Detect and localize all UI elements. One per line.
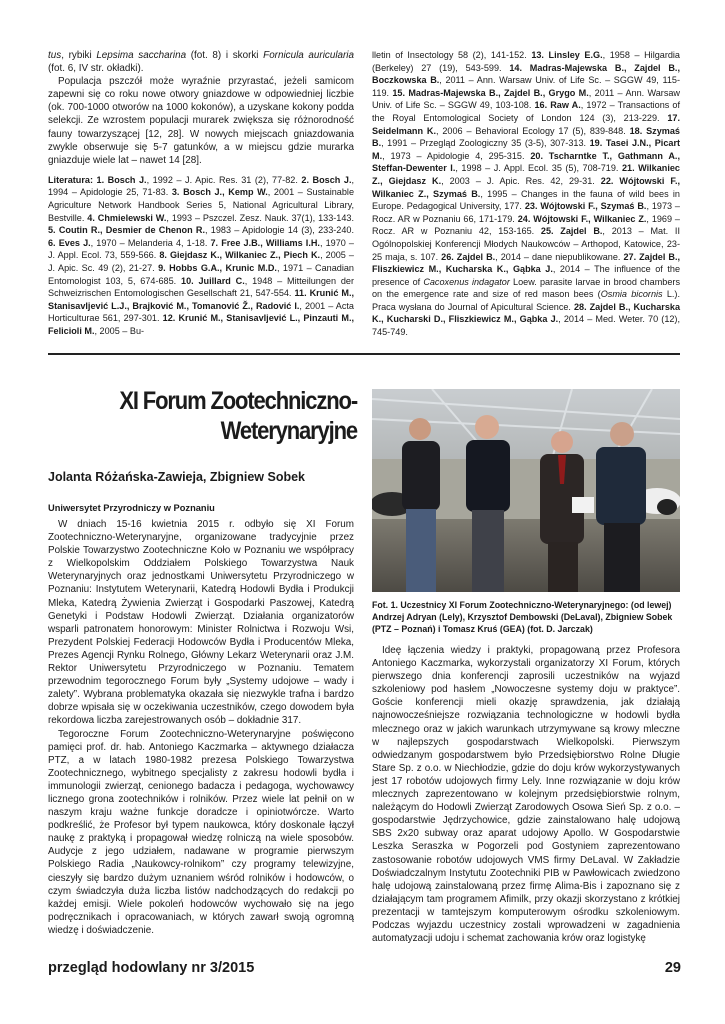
italic-term: Lepsima saccharina [96,50,187,61]
reference-text: , 1983 – Apidologie 14 (3), 233-240. [205,225,354,236]
reference-text: , 2011 – Ann. Warsaw Univ. of Life Sc. – SGGW 49, 103-108. [372,87,680,111]
reference-text: , 2001 – Sustainable Agriculture Network Handbook Series 5, National Agricultural Library, Bestville. [48,187,355,223]
reference-text: , 2011 – Ann. Warsaw Univ. of Life Sc. – SGGW 49, 115-119. [372,75,680,98]
reference-authors: 6. Eves J. [48,237,91,248]
reference-text: , 1995 – Changes in the fauna of wild bees in Europe. Pedagogical University, 177. [372,188,680,212]
italic-term: tus [48,50,62,61]
reference-text: L.). Praca wysłana do Journal of Apicultural Science. [372,289,680,312]
reference-text: , 2005 – Bu- [94,325,145,336]
reference-authors: 21. Wilkaniec Z., Giejdasz K. [372,163,680,186]
photo-illustration [372,389,680,592]
text-run: , rybiki [61,50,97,61]
reference-authors: 26. Zajdel B. [441,251,496,262]
reference-text: , 1994 – Apidologie 25, 71-83. [48,174,354,198]
reference-text: , 2014 – The influence of the presence of [372,264,680,287]
reference-text: , 2003 – J. Apic. Res. 42, 29-31. [441,175,601,186]
body-paragraph: Tegoroczne Forum Zootechniczno-Weterynaryjne poświęcono pamięci prof. dr. hab. Antoniego Kaczmarka – aktywnego działacza PTZ, a w latach 1980-1982 prezesa Polskiego Towarzystwa Zootechnicznego, wybitnego specjalisty z zakresu hodowli bydła i immunologii zwierząt, cenionego badacza i pedagoga, wychowawcy licznego grona zootechników i rolników. Przez wiele lat pełnił on w naszym kraju ważne funkcje doradcze i opiniotwórcze. Warto podkreślić, że Profesor był typem naukowca, który doskonale łączył naukę z praktyką i propagował wiedzę rolniczą na wiele sposobów. Audycje z jego udziałem, nadawane w programie pierwszym Polskiego Radia „Naukowcy-rolnikom” czy programy telewizyjne, cieszyły się bardzo dużym uznaniem wśród rolników i hodowców, o czym świadczyła duża liczba listów nadchodzących do redakcji po każdej emisji. Wiele pokoleń hodowców wychowało się na jego podręcznikach i opracowaniach, w których zawarł swoją ogromną wiedzę i doświadczenie. [48,728,354,936]
reference-authors: 24. Wójtowski F., Wilkaniec Z. [517,213,647,224]
reference-text: , 1973 – Rocz. AR w Poznaniu 66, 171-179. [372,201,680,224]
reference-authors: 15. Madras-Majewska B., Zajdel B., Grygo M. [392,87,589,98]
photo-caption: Fot. 1. Uczestnicy XI Forum Zootechniczno-Weterynaryjnego: (od lewej) Andrzej Adryan (Lely), Krzysztof Dembowski (DeLaval), Zbigniew Sobek (PTZ – Poznań) i Tomasz Kruś (GEA) (fot. D. Jarczak) [372,600,673,634]
top-left-column [48,49,354,338]
reference-text: , 1971 – Canadian Entomologist 103, 5, 674-685. [48,263,354,286]
body-paragraph: Populacja pszczół może wyraźnie przyrastać, jeżeli samicom zapewni się co roku nowe otwory gniazdowe w odpowiedniej liczbie (ok. 700-1000 otworów na 1000 kokonów), a uzyskane kokony podda selekcji. Ze wzrostem populacji murarek zwiększa się różnorodność fauny towarzyszącej [12, 28]. W nowych miejscach gniazdowania zwykle obserwuje się 5-7 gatunków, a w miejscu gdzie murarka gniazduje wiele lat – nawet 14 [28]. [48,76,354,166]
reference-authors: 18. Szymaś B. [372,125,680,149]
article-left-column [48,518,354,937]
participants-photo [372,389,680,592]
reference-text: lletin of Insectology 58 (2), 141-152. [372,50,532,60]
reference-authors: 19. Tasei J.N., Picart M. [372,138,681,161]
reference-text: , 1972 – Transactions of the Royal Entomological Society of London 124 (3), 213-229. [372,100,681,123]
reference-text: , 1948 – Mitteilungen der Schweizrischen Entomologischen Gesellschaft 21, 547-554. [48,275,354,299]
reference-authors: 5. Coutin R., Desmier de Chenon R. [48,225,205,236]
article-affiliation: Uniwersytet Przyrodniczy w Poznaniu [48,503,215,513]
reference-text: , 1998 – J. Appl. Ecol. 35 (5), 708-719. [455,163,622,174]
reference-authors: 25. Zajdel B. [540,226,603,237]
reference-text: , 1993 – Pszczel. Zesz. Nauk. 37(1), 133-143. [166,212,354,223]
reference-authors: 8. Giejdasz K., Wilkaniec Z., Piech K. [159,250,321,261]
reference-authors: 27. Zajdel B., Fliszkiewicz M., Kucharska K., Gąbka J. [372,251,680,275]
italic-term: Osmia bicornis [600,289,663,300]
reference-text: , 2006 – Behavioral Ecology 17 (5), 839-848. [436,125,630,136]
page-number: 29 [664,960,681,976]
article-title [97,386,357,446]
section-divider [48,353,680,355]
body-paragraph: W dniach 15-16 kwietnia 2015 r. odbyło się XI Forum Zootechniczno-Weterynaryjne, organizowane tradycyjnie przez Polskie Towarzystwo Zootechniczne Koło w Poznaniu we współpracy z Wielkopolskim Oddziałem Polskiego Towarzystwa Nauk Weterynaryjnych oraz jednostkami Uniwersytetu Przyrodniczego w Poznaniu: Instytutem Weterynarii, Katedrą Hodowli Bydła i Produkcji Mleka, Katedrą Żywienia Zwierząt i Gospodarki Paszowej, Katedrą Genetyki i Podstaw Hodowli Zwierząt. Działania organizatorów wsparli patronatem honorowym: Minister Rolnictwa i Rozwoju Wsi, Prezydent Polskiej Federacji Hodowców Bydła i Producentów Mleka, Prezes Agencji Rynku Rolnego, Główny Lekarz Weterynarii oraz J.M. Rektor Uniwersytetu Przyrodniczego w Poznaniu. Tematem przewodnim tegorocznego Forum były „Systemy udojowe – wady i zalety”. Wybrana problematyka okazała się niezwykle trafna i bardzo dobrze wpisała się w oczekiwania uczestników, czego dowodem była rekordowa liczba zarejestrowanych osób – dokładnie 317. [48,519,354,727]
reference-authors: 4. Chmielewski W. [87,212,167,223]
continued-text [48,49,354,75]
reference-authors: 2. Bosch J. [301,174,352,185]
reference-text: , 1970 – Melanderia 4, 1-18. [90,237,211,248]
text-run: (fot. 8) i skorki [186,50,264,61]
reference-authors: 16. Raw A. [534,100,581,111]
body-paragraph: Ideę łączenia wiedzy i praktyki, propagowaną przez Profesora Antoniego Kaczmarka, wykorzystali organizatorzy XI Forum, których pierwszego dnia konferencji zaprosili uczestników na wyjazd szkoleniowy pod hasłem „Nowoczesne systemy doju w praktyce”. Goście konferencji mieli okazję sprawdzenia, jak działają najnowocześniejsze rozwiązania technologiczne w hodowli bydła mlecznego oraz w jakich warunkach utrzymywane są krowy mleczne w najlepszych gospodarstwach Wielkopolski. Pierwszym odwiedzanym gospodarstwem było Przedsiębiorstwo Rolne Długie Stare Sp. z o.o. w Niechłodzie, gdzie do doju krów wykorzystywanych jest 17 robotów udojowych firmy Lely. Inne rozwiązanie w doju krów mlecznych zaprezentowano w kolejnym przedsiębiorstwie rolnym, należącym do Hodowli Zwierząt Zarodowych Osowa Sień Sp. z o.o. – gospodarstwie Jędrzychowice, gdzie zainstalowano halę udojową SBS 2x20 subway oraz aparat udojowy Apollo. W Gospodarstwie Leszka Seraszka w Pogorzeli pod Gostyniem zaprezentowano zastosowanie robotów udojowych VMS firmy DeLaval. W Zakładzie Doświadczalnym Instytutu Zootechniki PIB w Pawłowicach zwiedzono halę udojową zainstalowaną przez firmę Alima-Bis i zapoznano się z działającym tam programem Afimilk, przy okazji skorzystano z krótkiej prezentacji w tamtejszym komputerowym ośrodku szkoleniowym. Podczas wyjazdu uczestnicy zostali wprowadzeni w zagadnienia automatyzacji udoju i schemat zachowania krów oraz logistykę [372,645,680,945]
reference-authors: 3. Bosch J., Kemp W. [171,187,268,198]
reference-authors: 14. Madras-Majewska B., Zajdel B., Boczkowska B. [372,62,680,86]
reference-text: , 1973 – Apidologie 4, 295-315. [382,150,531,161]
italic-term: Cacoxenus indagator [423,276,510,287]
reference-authors: 9. Hobbs G.A., Krunic M.D. [158,263,277,273]
title-line-1: XI Forum Zootechniczno- [119,387,357,415]
top-right-column [372,49,680,339]
reference-text: , 2013 – Mat. II Ogólnopolskiej Konferencji Młodych Naukowców – Arthopod, Katowice, 23-25 maja, s. 107. [372,226,680,262]
reference-authors: 20. Tscharntke T., Gathmann A., Steffan-Dewenter I. [372,150,680,174]
reference-text: , 1958 – Hilgardia (Berkeley) 27 (19), 543-599. [372,50,680,73]
reference-text: , 1970 – J. Appl. Ecol. 73, 559-566. [48,237,354,261]
reference-authors: 7. Free J.B., Williams I.H. [210,237,320,248]
italic-term: Fornicula auricularia [263,50,354,61]
title-line-2: Weterynaryjne [220,417,357,445]
reference-authors: 22. Wójtowski F., Wilkaniec Z., Szymaś B. [372,175,680,199]
reference-authors: 10. Juillard C. [181,275,245,286]
reference-authors: 11. Krunić M., Stanisavljević L.J., Brajković M., Tomanović Ž., Radović I. [48,288,354,311]
reference-text: , 1969 – Rocz. AR w Poznaniu 42, 153-165. [372,213,680,237]
reference-text: , 2014 – dane niepublikowane. [495,251,624,262]
journal-footer: przegląd hodowlany nr 3/2015 [48,960,255,976]
reference-text: , 2001 – Acta Horticulturae 561, 297-301. [48,300,354,324]
reference-authors: 17. Seidelmann K. [372,112,680,136]
reference-text: Loew. parasite larvae in brood chambers on the emergence rate and size of red mason bees ( [372,276,680,300]
reference-authors: 28. Zajdel B., Kucharska K., Kucharski D., Fliszkiewicz M., Gąbka J. [372,301,681,325]
reference-text: , 1992 – J. Apic. Res. 31 (2), 77-82. [146,174,302,185]
literature-list-right [372,49,680,339]
reference-authors: 23. Wójtowski F., Szymaś B. [524,201,647,212]
reference-authors: 13. Linsley E.G. [531,50,603,60]
reference-authors: Literatura: 1. Bosch J. [48,174,147,185]
reference-text: , 2014 – Med. Weter. 70 (12), 745-749. [372,314,680,338]
article-right-column [372,644,680,945]
text-run: (fot. 6, IV str. okładki). [48,63,144,75]
literature-list-left [48,174,354,338]
article-authors: Jolanta Różańska-Zawieja, Zbigniew Sobek [48,470,306,484]
reference-authors: 12. Krunić M., Stanisavljević L., Pinzauti M., Felicioli M. [48,313,355,336]
person-andrzej-adryan [402,418,440,592]
person-krzysztof-dembowski [466,415,510,592]
reference-text: , 2005 – J. Apic. Sc. 49 (2), 21-27. [48,250,354,273]
reference-text: , 1991 – Przegląd Zoologiczny 35 (3-5), 307-313. [381,138,590,149]
